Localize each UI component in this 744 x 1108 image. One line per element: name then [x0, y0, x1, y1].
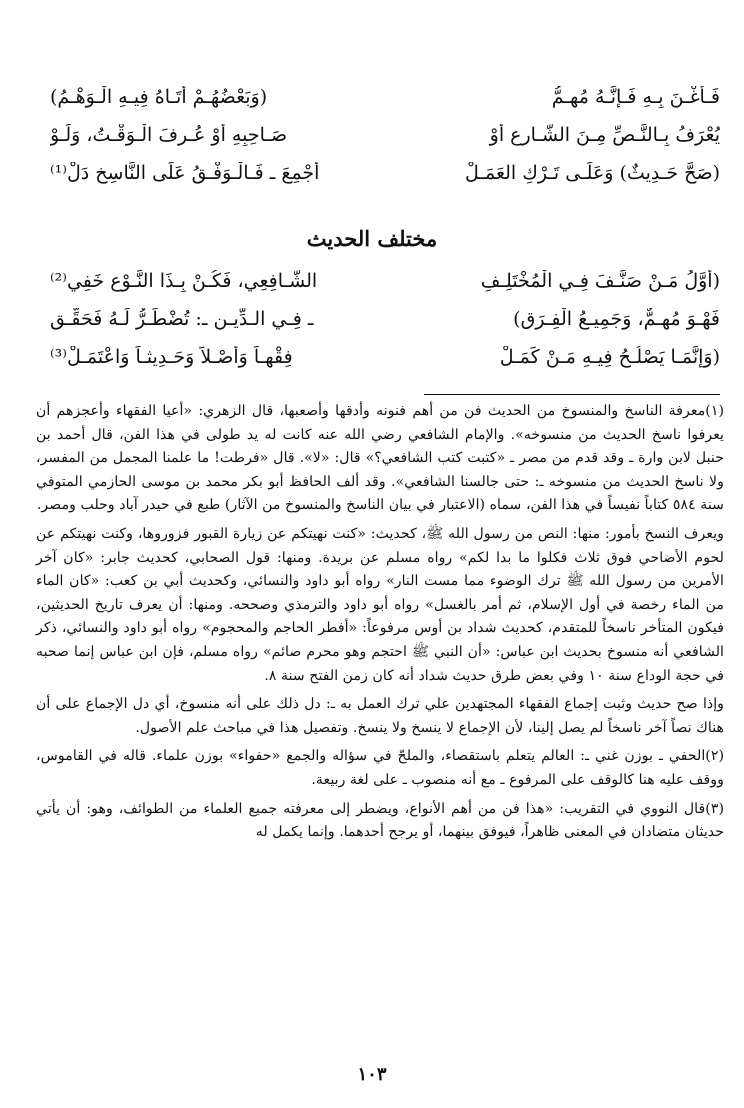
footnote-3: (٣)قال النووي في التقريب: «هذا فن من أهم الأنواع، ويضطر إلى معرفته جميع العلماء من الطوائف، وهو: أن يأتي حديثان متضادان في المعنى ظاهراً، فيوفق بينهما، أو يرجح أحدهما. وإنما يكمل له	[36, 800, 724, 841]
footnote-1-continued: وإذا صح حديث وثبت إجماع الفقهاء المجتهدين علي ترك العمل به ـ: دل ذلك على أنه منسوخ، أي دل الإجماع على أن هناك نصاً آخر ناسخاً لم يصل إلينا، لأن الإجماع لا ينسخ ولا ينسخ. وتفصيل هذا في مباحث علم الأصول.	[36, 696, 724, 736]
verse-first-hemistich: (وَإنَّمَـا يَصْلُـحُ فِيـهِ مَـنْ كَمَـلْ	[499, 346, 720, 368]
verse-second-hemistich: الشَّـافِعِي، فَكُـنْ بِـذَا النَّـوْعِ خَفِي⁽²⁾	[50, 270, 318, 292]
footnote-1: (١)معرفة الناسخ والمنسوخ من الحديث فن من أهم فنونه وأدقها وأصعبها، قال الزهري: «أعيا الفقهاء وأعجزهم أن يعرفوا ناسخ الحديث من منسوخه». والإمام الشافعي رضي الله عنه كانت له يد طولى في هذا الفن، قال أحمد بن حنبل لابن وارة ـ وقد قدم من مصر ـ «كتبت كتب الشافعي؟» قال: «لا». قال «فرطت! ما علمنا المجمل من المفسر، ولا ناسخ الحديث من منسوخه ـ: حتى جالسنا الشافعي». وقد ألف الحافظ أبو بكر محمد بن موسى الحازمي المتوفي سنة ٥٨٤ كتاباً نفيساً في هذا الفن، سماه (الاعتبار في بيان الناسخ والمنسوخ من الآثار) طبع في حيدر آباد وحلب ومصر.	[36, 403, 724, 514]
verse-first-hemistich: فَـأغْـنَ بِـهِ فَـإنَّـهُ مُهِـمُّ	[551, 86, 720, 108]
verse-second-hemistich: ـ فِـي الـدِّيـنِ ـ: تُضْطَـرُّ لَـهُ فَحَقِّـقِ	[50, 308, 314, 330]
page-number: ١٠٣	[357, 1064, 387, 1085]
footnote-divider	[424, 394, 720, 395]
footnotes	[36, 400, 724, 850]
verse-block-mukhtalif	[50, 270, 720, 384]
footnote-2: (٢)الحفي ـ بوزن غني ـ: العالم يتعلم باستقصاء، والملحّ في سؤاله والجمع «حفواء» بوزن علماء. قاله في القاموس، ووقف عليه هنا كالوقف على المرفوع ـ مع أنه منصوب ـ على لغة ربيعة.	[36, 748, 724, 788]
verse-second-hemistich: صَـاحِبِهِ أوْ عُـرِفَ الْـوَقْـتُ، وَلَـوْ	[50, 124, 288, 146]
verse-line	[50, 308, 720, 346]
verse-second-hemistich: (وَبَعْضُهُـمْ أتَـاهُ فِيـهِ الْـوَهْـمُ)	[50, 86, 268, 108]
verse-second-hemistich: أُجْمِعَ ـ فَـالْـوَفْـقُ عَلَى النَّاسِخِ دَلْ⁽¹⁾	[50, 162, 320, 184]
verse-line	[50, 86, 720, 124]
verse-second-hemistich: فِقْهـاً وَأصْـلاً وَحَـدِيثـاً وَاعْتَمَـلْ⁽³⁾	[50, 346, 293, 368]
verse-line	[50, 124, 720, 162]
verse-block-abrogation	[50, 86, 720, 200]
section-title: مختلف الحديث	[306, 226, 438, 251]
verse-first-hemistich: فَهْـوَ مُهِـمٌّ، وَجَمِيـعُ الْفِـرَقِ)	[513, 308, 720, 330]
verse-first-hemistich: (أوَّلُ مَـنْ صَنَّـفَ فِـي الْمُخْتَلِـفِ	[480, 270, 720, 292]
verse-line	[50, 270, 720, 308]
verse-line	[50, 346, 720, 384]
verse-first-hemistich: (صَحَّ حَـدِيثٌ) وَعَلَـى تَـرْكِ العَمَـلْ	[465, 162, 720, 184]
verse-first-hemistich: يُعْرَفُ بِـالنَّـصِّ مِـنَ الشَّـارِعِ أوْ	[489, 124, 720, 146]
footnote-1-continued: ويعرف النسخ بأمور: منها: النص من رسول الله ﷺ، كحديث: «كنت نهيتكم عن زيارة القبور فزوروها، وكنت نهيتكم عن لحوم الأضاحي فوق ثلاث فكلوا ما بدا لكم» رواه مسلم عن بريدة. ومنها: قول الصحابي، كحديث جابر: «كان آخر الأمرين من رسول الله ﷺ ترك الوضوء مما مست النار» رواه أبو داود والنسائي، وكحديث أبي بن كعب: «كان الماء من الماء رخصة في أول الإسلام، ثم أمر بالغسل» رواه أبو داود والترمذي وصححه. ومنها: أن يعرف تاريخ الحديثين، فيكون المتأخر ناسخاً للمتقدم، كحديث شداد بن أوس مرفوعاً: «أفطر الحاجم والمحجوم» رواه أبو داود والنسائي، ذكر الشافعي أنه منسوخ بحديث ابن عباس: «أن النبي ﷺ احتجم وهو محرم صائم» رواه مسلم، فإن ابن عباس إنما صحبه في حجة الوداع سنة ١٠ وفي بعض طرق حديث شداد أنه كان زمن الفتح سنة ٨.	[36, 525, 724, 684]
verse-line	[50, 162, 720, 200]
